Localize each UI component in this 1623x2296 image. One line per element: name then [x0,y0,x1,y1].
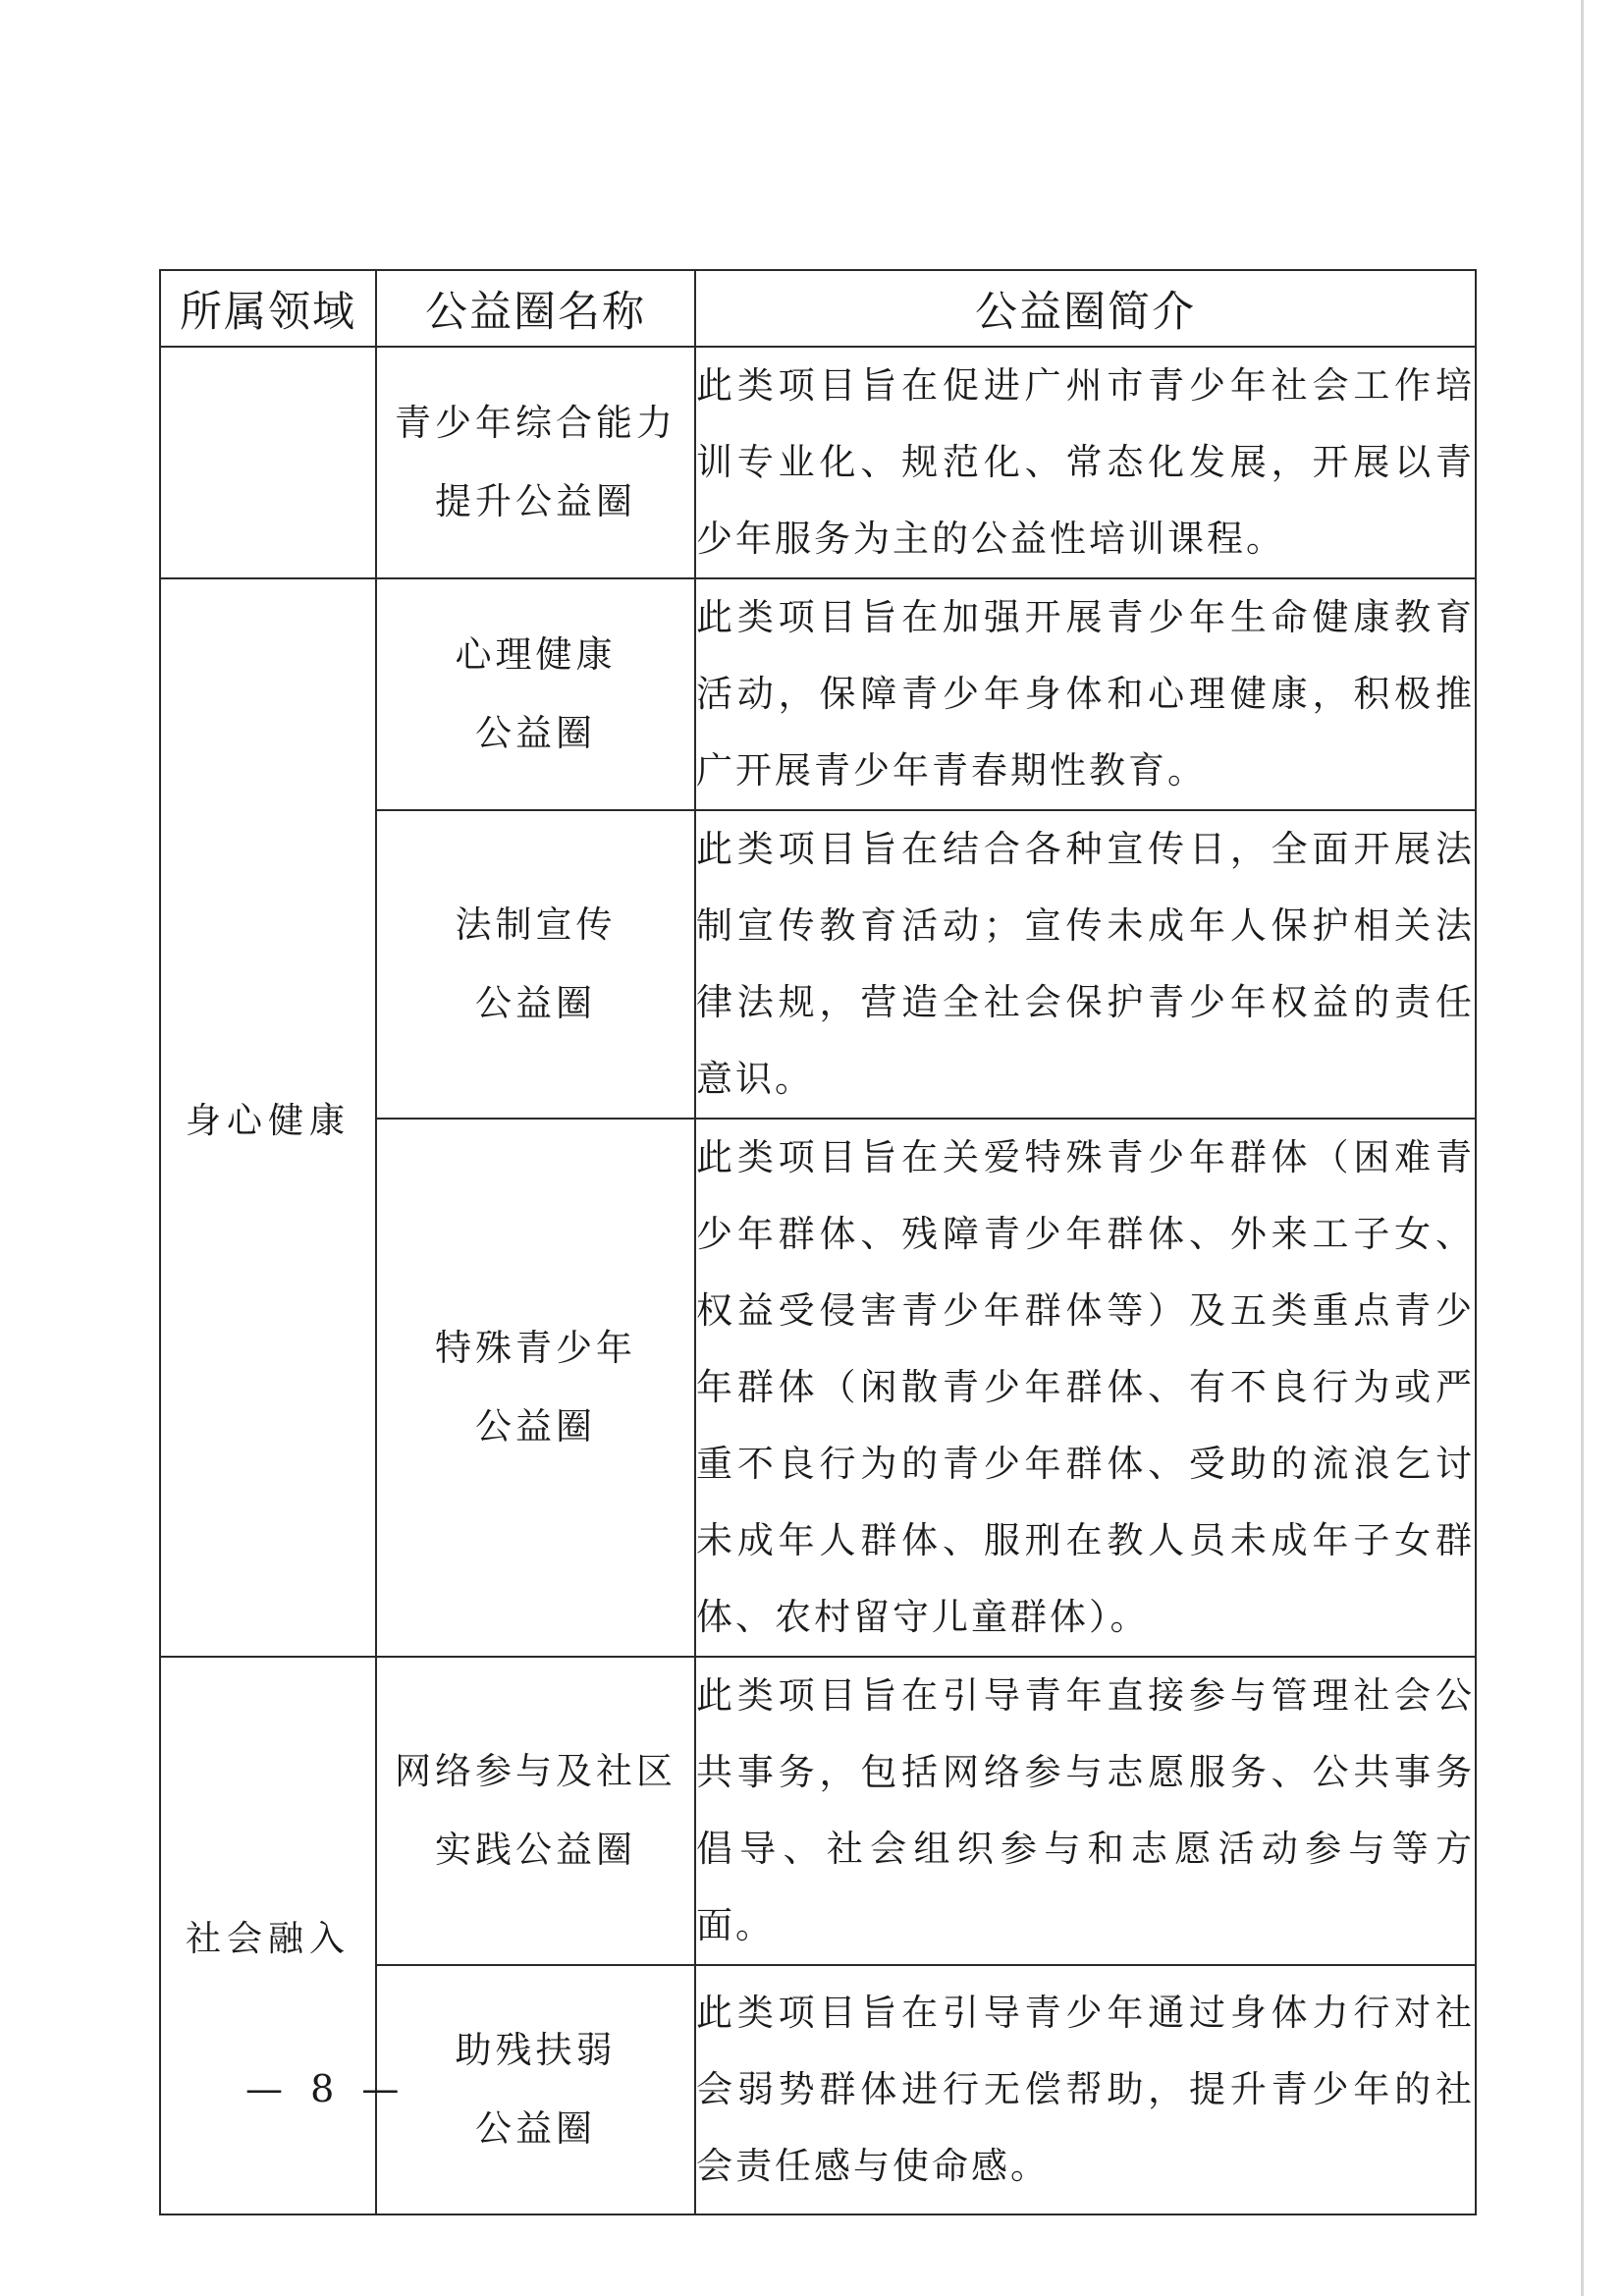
circle-name-line: 公益圈 [475,712,596,754]
circle-name-line: 公益圈 [475,2107,596,2150]
circle-intro-cell: 此类项目旨在关爱特殊青少年群体（困难青少年群体、残障青少年群体、外来工子女、权益受侵害青少年群体等）及五类重点青少年群体（闲散青少年群体、有不良行为或严重不良行为的青少年群体、受助的流浪乞讨未成年人群体、服刑在教人员未成年子女群体、农村留守儿童群体）。 [695,1119,1476,1657]
circle-intro-cell: 此类项目旨在促进广州市青少年社会工作培训专业化、规范化、常态化发展，开展以青少年服务为主的公益性培训课程。 [695,347,1476,578]
circle-name-cell [376,1657,695,1965]
circle-name-line: 实践公益圈 [435,1829,636,1871]
domain-cell-social: 社会融入 [160,1657,376,2214]
table-row [160,578,1476,810]
circle-name-line: 网络参与及社区 [395,1750,676,1792]
circle-intro-cell: 此类项目旨在结合各种宣传日，全面开展法制宣传教育活动；宣传未成年人保护相关法律法规，营造全社会保护青少年权益的责任意识。 [695,810,1476,1119]
table-row [160,1657,1476,1965]
circle-intro-cell: 此类项目旨在引导青年直接参与管理社会公共事务，包括网络参与志愿服务、公共事务倡导、社会组织参与和志愿活动参与等方面。 [695,1657,1476,1965]
circle-intro-cell: 此类项目旨在加强开展青少年生命健康教育活动，保障青少年身体和心理健康，积极推广开展青少年青春期性教育。 [695,578,1476,810]
circle-name-cell [376,578,695,810]
circle-name-line: 公益圈 [475,982,596,1024]
scan-edge-line [1581,0,1584,2296]
circle-name-line: 助残扶弱 [455,2029,617,2071]
circle-name-line: 法制宣传 [455,903,617,946]
circle-name-line: 提升公益圈 [435,480,636,522]
page-number: — 8 — [245,2067,407,2110]
table-header-row [160,270,1476,347]
domain-cell-health: 身心健康 [160,578,376,1657]
header-circle-intro: 公益圈简介 [695,270,1476,347]
circle-intro-cell: 此类项目旨在引导青少年通过身体力行对社会弱势群体进行无偿帮助，提升青少年的社会责任感与使命感。 [695,1965,1476,2214]
circle-name-line: 青少年综合能力 [395,402,676,444]
circle-name-line: 公益圈 [475,1405,596,1448]
circle-name-line: 心理健康 [455,633,617,676]
public-welfare-circle-table [159,269,1477,2215]
circle-name-cell [376,810,695,1119]
circle-name-cell [376,1119,695,1657]
circle-name-cell [376,1965,695,2214]
circle-name-line: 特殊青少年 [435,1327,636,1369]
header-circle-name: 公益圈名称 [376,270,695,347]
header-domain: 所属领域 [160,270,376,347]
domain-cell-empty [160,347,376,578]
circle-name-cell [376,347,695,578]
table-row [160,347,1476,578]
